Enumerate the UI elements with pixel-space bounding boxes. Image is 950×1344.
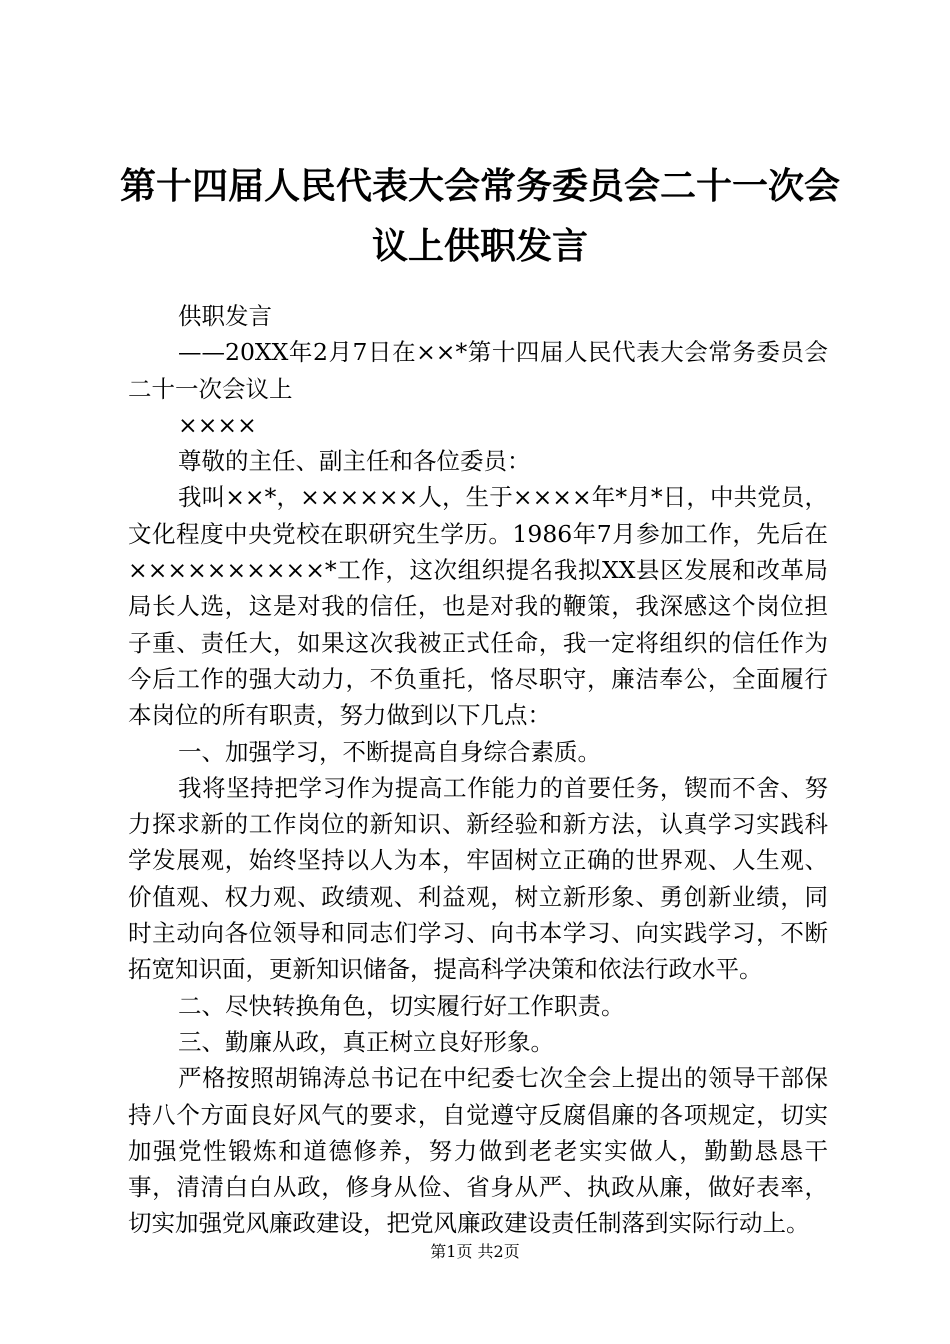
title-line-1: 第十四届人民代表大会常务委员会二十一次会 — [119, 165, 840, 207]
title-line-2: 议上供职发言 — [371, 225, 588, 267]
document-title — [110, 156, 850, 276]
paragraph-section-3: 严格按照胡锦涛总书记在中纪委七次全会上提出的领导干部保持八个方面良好风气的要求，自觉遵守反腐倡廉的各项规定，切实加强党性锻炼和道德修养，努力做到老老实实做人，勤勤恳恳干事，清清白白从政，修身从俭、省身从严、执政从廉，做好表率，切实加强党风廉政建设，把党风廉政建设责任制落到实际行动上。 — [128, 1064, 828, 1238]
paragraph-heading: 供职发言 — [178, 302, 272, 330]
paragraph-intro: 我叫××*，××××××人，生于××××年*月*日，中共党员，文化程度中央党校在职研究生学历。1986年7月参加工作，先后在××××××××××*工作，这次组织提名我拟XX县区发展和改革局局长人选，这是对我的信任，也是对我的鞭策，我深感这个岗位担子重、责任大，如果这次我被正式任命，我一定将组织的信任作为今后工作的强大动力，不负重托，恪尽职守，廉洁奉公，全面履行本岗位的所有职责，努力做到以下几点： — [128, 483, 828, 730]
section-heading-1: 一、加强学习，不断提高自身综合素质。 — [178, 737, 601, 766]
document-body — [128, 298, 828, 1242]
paragraph-speaker: ×××× — [178, 410, 257, 439]
page-footer: 第1页 共2页 — [430, 1242, 520, 1261]
section-heading-3: 三、勤廉从政，真正树立良好形象。 — [178, 1027, 554, 1056]
paragraph-dateline: ——20XX年2月7日在××*第十四届人民代表大会常务委员会二十一次会议上 — [128, 338, 828, 403]
paragraph-section-1: 我将坚持把学习作为提高工作能力的首要任务，锲而不舍、努力探求新的工作岗位的新知识、新经验和新方法，认真学习实践科学发展观，始终坚持以人为本，牢固树立正确的世界观、人生观、价值观、权力观、政绩观、利益观，树立新形象、勇创新业绩，同时主动向各位领导和同志们学习、向书本学习、向实践学习，不断拓宽知识面，更新知识储备，提高科学决策和依法行政水平。 — [128, 773, 828, 984]
paragraph-salutation: 尊敬的主任、副主任和各位委员： — [178, 447, 531, 476]
section-heading-2: 二、尽快转换角色，切实履行好工作职责。 — [178, 991, 625, 1020]
